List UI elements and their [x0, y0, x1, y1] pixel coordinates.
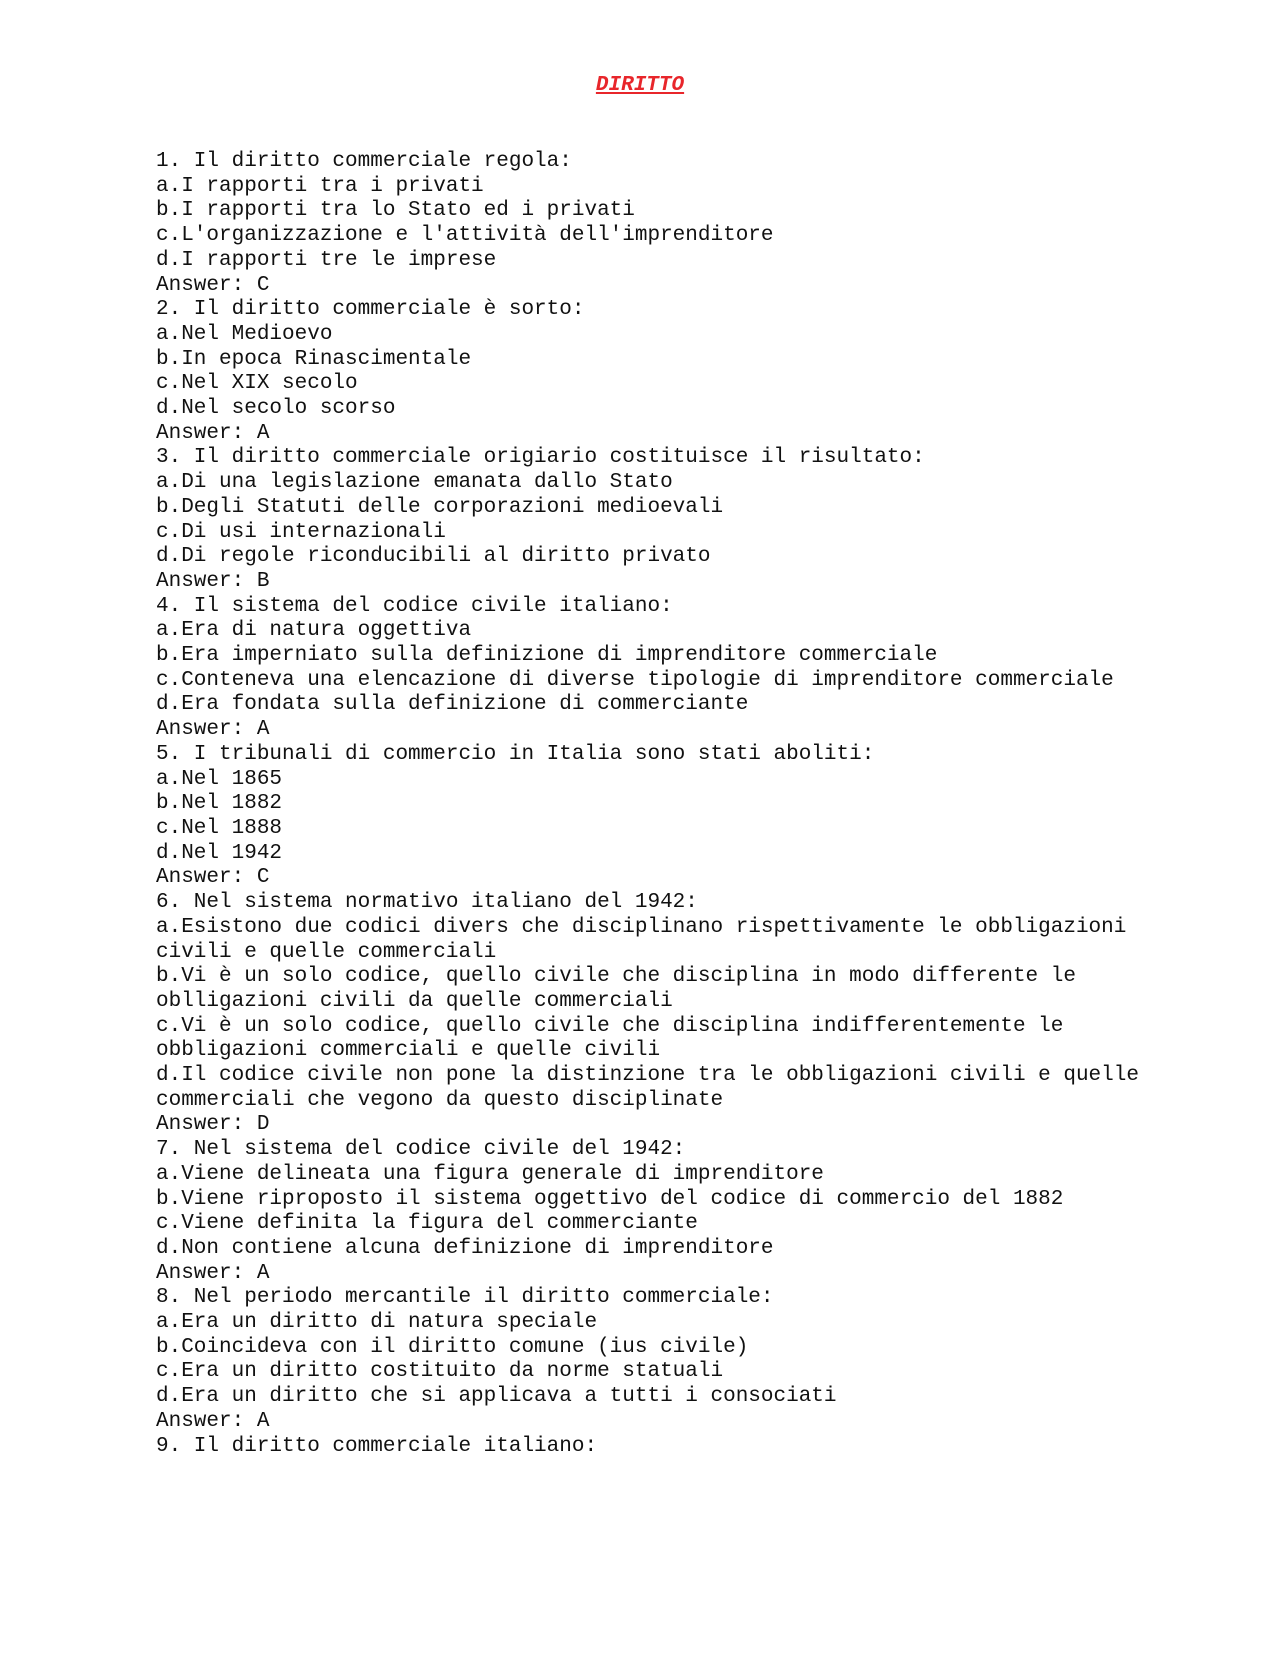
answer-option: b.Era imperniato sulla definizione di imprenditore commerciale	[156, 644, 938, 668]
answer-option: b.Degli Statuti delle corporazioni medioevali	[156, 495, 724, 519]
question-text: 1. Il diritto commerciale regola:	[156, 150, 572, 173]
answer-option: d.Nel 1942	[156, 841, 283, 865]
answer-key: Answer: A	[156, 421, 270, 445]
question-list	[156, 150, 1156, 1459]
question-block	[156, 743, 1156, 891]
question-block	[156, 1286, 1156, 1434]
answer-option: a.I rapporti tra i privati	[156, 174, 484, 198]
question-text: 3. Il diritto commerciale origiario costituisce il risultato:	[156, 446, 925, 470]
question-block	[156, 1435, 1156, 1460]
answer-option: a.Era di natura oggettiva	[156, 619, 472, 643]
answer-option: b.Viene riproposto il sistema oggettivo del codice di commercio del 1882	[156, 1187, 1064, 1211]
answer-option: d.Era fondata sulla definizione di commerciante	[156, 693, 749, 717]
answer-option: d.Di regole riconducibili al diritto privato	[156, 545, 711, 569]
answer-key: Answer: A	[156, 718, 270, 742]
answer-key: Answer: C	[156, 866, 270, 890]
answer-option: b.Vi è un solo codice, quello civile che disciplina in modo differente le oblligazioni civili da quelle commerciali	[156, 965, 1089, 1013]
answer-option: c.Viene definita la figura del commerciante	[156, 1212, 698, 1236]
answer-option: c.Vi è un solo codice, quello civile che disciplina indifferentemente le obbligazioni commerciali e quelle civili	[156, 1014, 1076, 1063]
question-text: 9. Il diritto commerciale italiano:	[156, 1434, 598, 1458]
answer-key: Answer: A	[156, 1409, 270, 1433]
answer-option: c.Conteneva una elencazione di diverse tipologie di imprenditore commerciale	[156, 668, 1114, 692]
question-text: 7. Nel sistema del codice civile del 1942:	[156, 1138, 686, 1162]
answer-option: a.Nel 1865	[156, 767, 283, 791]
answer-key: Answer: D	[156, 1113, 270, 1137]
question-text: 4. Il sistema del codice civile italiano:	[156, 594, 673, 618]
answer-option: a.Di una legislazione emanata dallo Stato	[156, 471, 673, 495]
answer-key: Answer: B	[156, 569, 270, 593]
answer-option: d.I rapporti tre le imprese	[156, 248, 497, 272]
answer-option: d.Era un diritto che si applicava a tutti i consociati	[156, 1385, 837, 1409]
answer-option: d.Non contiene alcuna definizione di imprenditore	[156, 1236, 774, 1260]
answer-option: c.Nel 1888	[156, 816, 283, 840]
answer-option: a.Esistono due codici divers che disciplinano rispettivamente le obbligazioni civili e quelle commerciali	[156, 915, 1139, 964]
document-title: DIRITTO	[595, 74, 685, 97]
answer-option: b.Coincideva con il diritto comune (ius civile)	[156, 1335, 749, 1359]
answer-option: c.Era un diritto costituito da norme statuali	[156, 1360, 724, 1384]
answer-option: a.Viene delineata una figura generale di imprenditore	[156, 1162, 824, 1186]
question-text: 2. Il diritto commerciale è sorto:	[156, 298, 585, 322]
question-text: 8. Nel periodo mercantile il diritto commerciale:	[156, 1286, 774, 1310]
answer-option: a.Era un diritto di natura speciale	[156, 1311, 598, 1335]
question-block	[156, 1138, 1156, 1286]
answer-option: c.Di usi internazionali	[156, 520, 446, 544]
answer-option: b.I rapporti tra lo Stato ed i privati	[156, 199, 635, 223]
question-block	[156, 446, 1156, 594]
answer-option: b.In epoca Rinascimentale	[156, 347, 472, 371]
answer-option: b.Nel 1882	[156, 792, 283, 816]
question-block	[156, 150, 1156, 298]
answer-option: d.Il codice civile non pone la distinzione tra le obbligazioni civili e quelle commerciali che vegono da questo disciplinate	[156, 1064, 1152, 1112]
answer-option: c.Nel XIX secolo	[156, 372, 358, 396]
question-text: 6. Nel sistema normativo italiano del 1942:	[156, 891, 698, 915]
answer-option: a.Nel Medioevo	[156, 322, 333, 346]
question-block	[156, 298, 1156, 446]
question-text: 5. I tribunali di commercio in Italia sono stati aboliti:	[156, 742, 875, 766]
answer-key: Answer: A	[156, 1261, 270, 1285]
question-block	[156, 595, 1156, 743]
answer-option: d.Nel secolo scorso	[156, 397, 396, 421]
answer-key: Answer: C	[156, 273, 270, 297]
question-block	[156, 891, 1156, 1138]
answer-option: c.L'organizzazione e l'attività dell'imprenditore	[156, 224, 774, 248]
